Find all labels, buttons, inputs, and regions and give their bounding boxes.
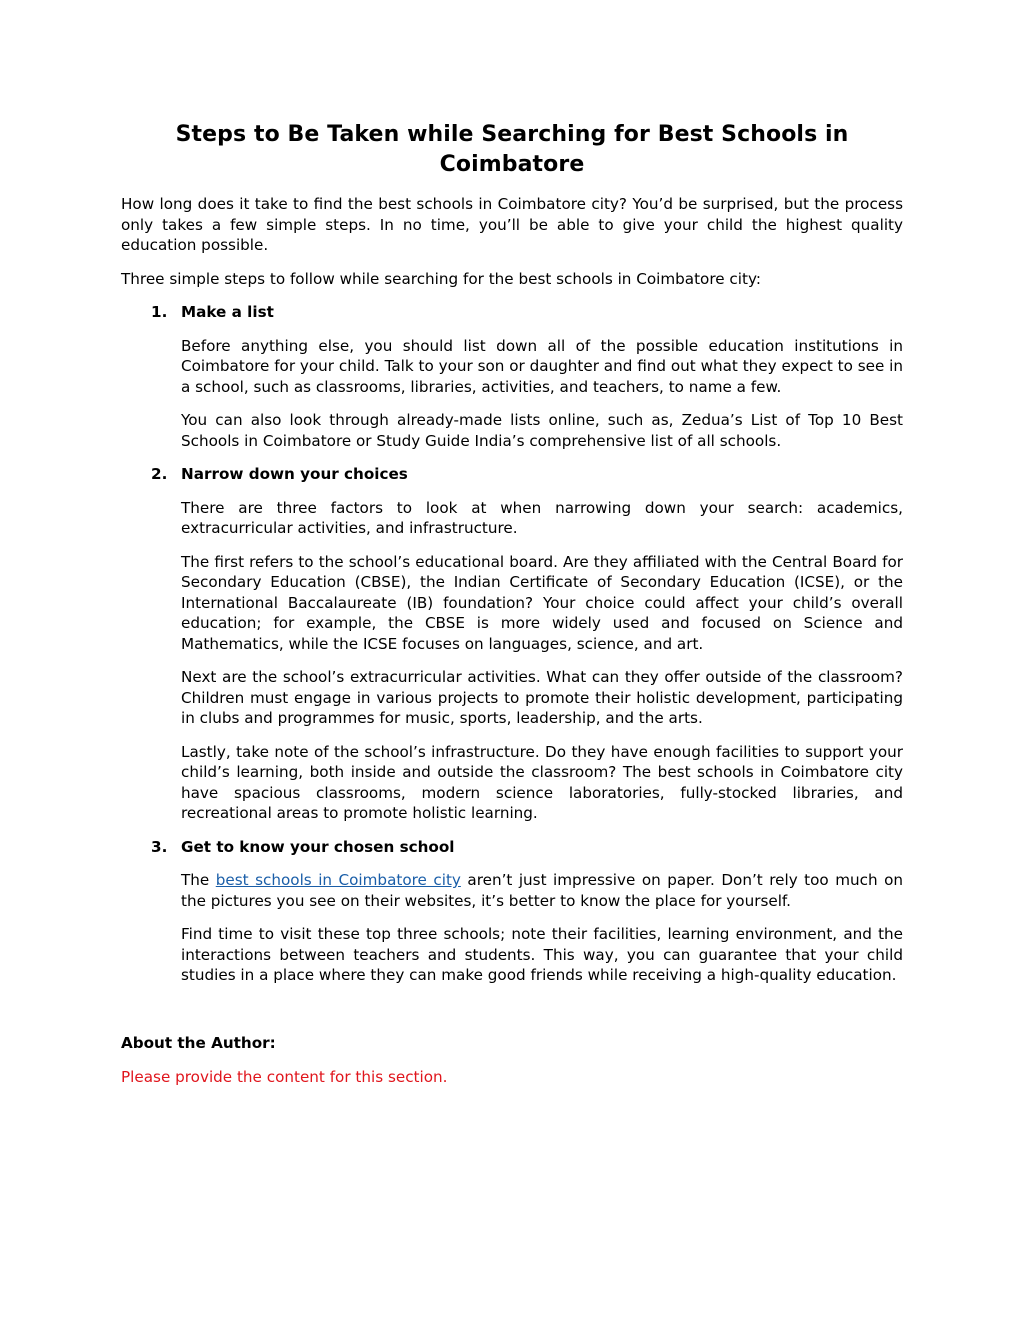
step-2-title: Narrow down your choices bbox=[181, 465, 408, 483]
step-1-body bbox=[121, 336, 903, 452]
step-2-heading bbox=[121, 464, 903, 485]
document-page bbox=[121, 120, 903, 1088]
step-1-heading bbox=[121, 302, 903, 323]
author-placeholder-note: Please provide the content for this section. bbox=[121, 1068, 448, 1086]
step-3-paragraph-2: Find time to visit these top three schools; note their facilities, learning environment, and the interactions between teachers and students. This way, you can guarantee that your child studies in a place where they can make good friends while receiving a high-quality education. bbox=[181, 925, 903, 984]
document-title: Steps to Be Taken while Searching for Best Schools in Coimbatore bbox=[175, 122, 849, 177]
step-2-paragraph-1: There are three factors to look at when narrowing down your search: academics, extracurricular activities, and infrastructure. bbox=[181, 498, 903, 537]
step-2-number: 2. bbox=[151, 465, 168, 483]
step-1-paragraph-1: Before anything else, you should list down all of the possible education institutions in Coimbatore for your child. Talk to your son or daughter and find out what they expect to see in a school, such as classrooms, libraries, activities, and teachers, to name a few. bbox=[181, 336, 903, 396]
step-3-link-after: aren’t just impressive on paper. Don’t rely too much on the pictures you see on their websites, it’s better to know the place for yourself. bbox=[181, 871, 904, 910]
step-1-number: 1. bbox=[151, 303, 168, 321]
intro-paragraph-1: How long does it take to find the best schools in Coimbatore city? You’d be surprised, but the process only takes a few simple steps. In no time, you’ll be able to give your child the highest quality education possible. bbox=[121, 195, 903, 254]
step-2-paragraph-3: Next are the school’s extracurricular activities. What can they offer outside of the classroom? Children must engage in various projects to promote their holistic development, participating in clubs and programmes for music, sports, leadership, and the arts. bbox=[181, 668, 903, 727]
step-3-number: 3. bbox=[151, 837, 168, 856]
author-heading: About the Author: bbox=[121, 1033, 276, 1052]
step-3-body bbox=[121, 870, 903, 986]
step-3-paragraph-1 bbox=[181, 870, 903, 911]
best-schools-link[interactable]: best schools in Coimbatore city bbox=[215, 871, 461, 889]
step-3-heading bbox=[121, 837, 903, 858]
step-3-title: Get to know your chosen school bbox=[181, 837, 455, 856]
step-1-title: Make a list bbox=[181, 303, 274, 321]
step-2-paragraph-2: The first refers to the school’s educational board. Are they affiliated with the Central Board for Secondary Education (CBSE), the Indian Certificate of Secondary Education (ICSE), or the International Baccalaureate (IB) foundation? Your choice could affect your child’s overall education; for example, the CBSE is more widely used and focused on Science and Mathematics, while the ICSE focuses on languages, science, and art. bbox=[181, 552, 903, 653]
step-2-paragraph-4: Lastly, take note of the school’s infrastructure. Do they have enough facilities to support your child’s learning, both inside and outside the classroom? The best schools in Coimbatore city have spacious classrooms, modern science laboratories, fully-stocked libraries, and recreational areas to promote holistic learning. bbox=[181, 742, 903, 822]
intro-paragraph-2: Three simple steps to follow while searching for the best schools in Coimbatore city: bbox=[121, 269, 761, 288]
step-1-paragraph-2: You can also look through already-made lists online, such as, Zedua’s List of Top 10 Best Schools in Coimbatore or Study Guide India’s comprehensive list of all schools. bbox=[181, 411, 903, 450]
step-2-body bbox=[121, 498, 903, 824]
step-3-link-before: The bbox=[181, 871, 216, 889]
